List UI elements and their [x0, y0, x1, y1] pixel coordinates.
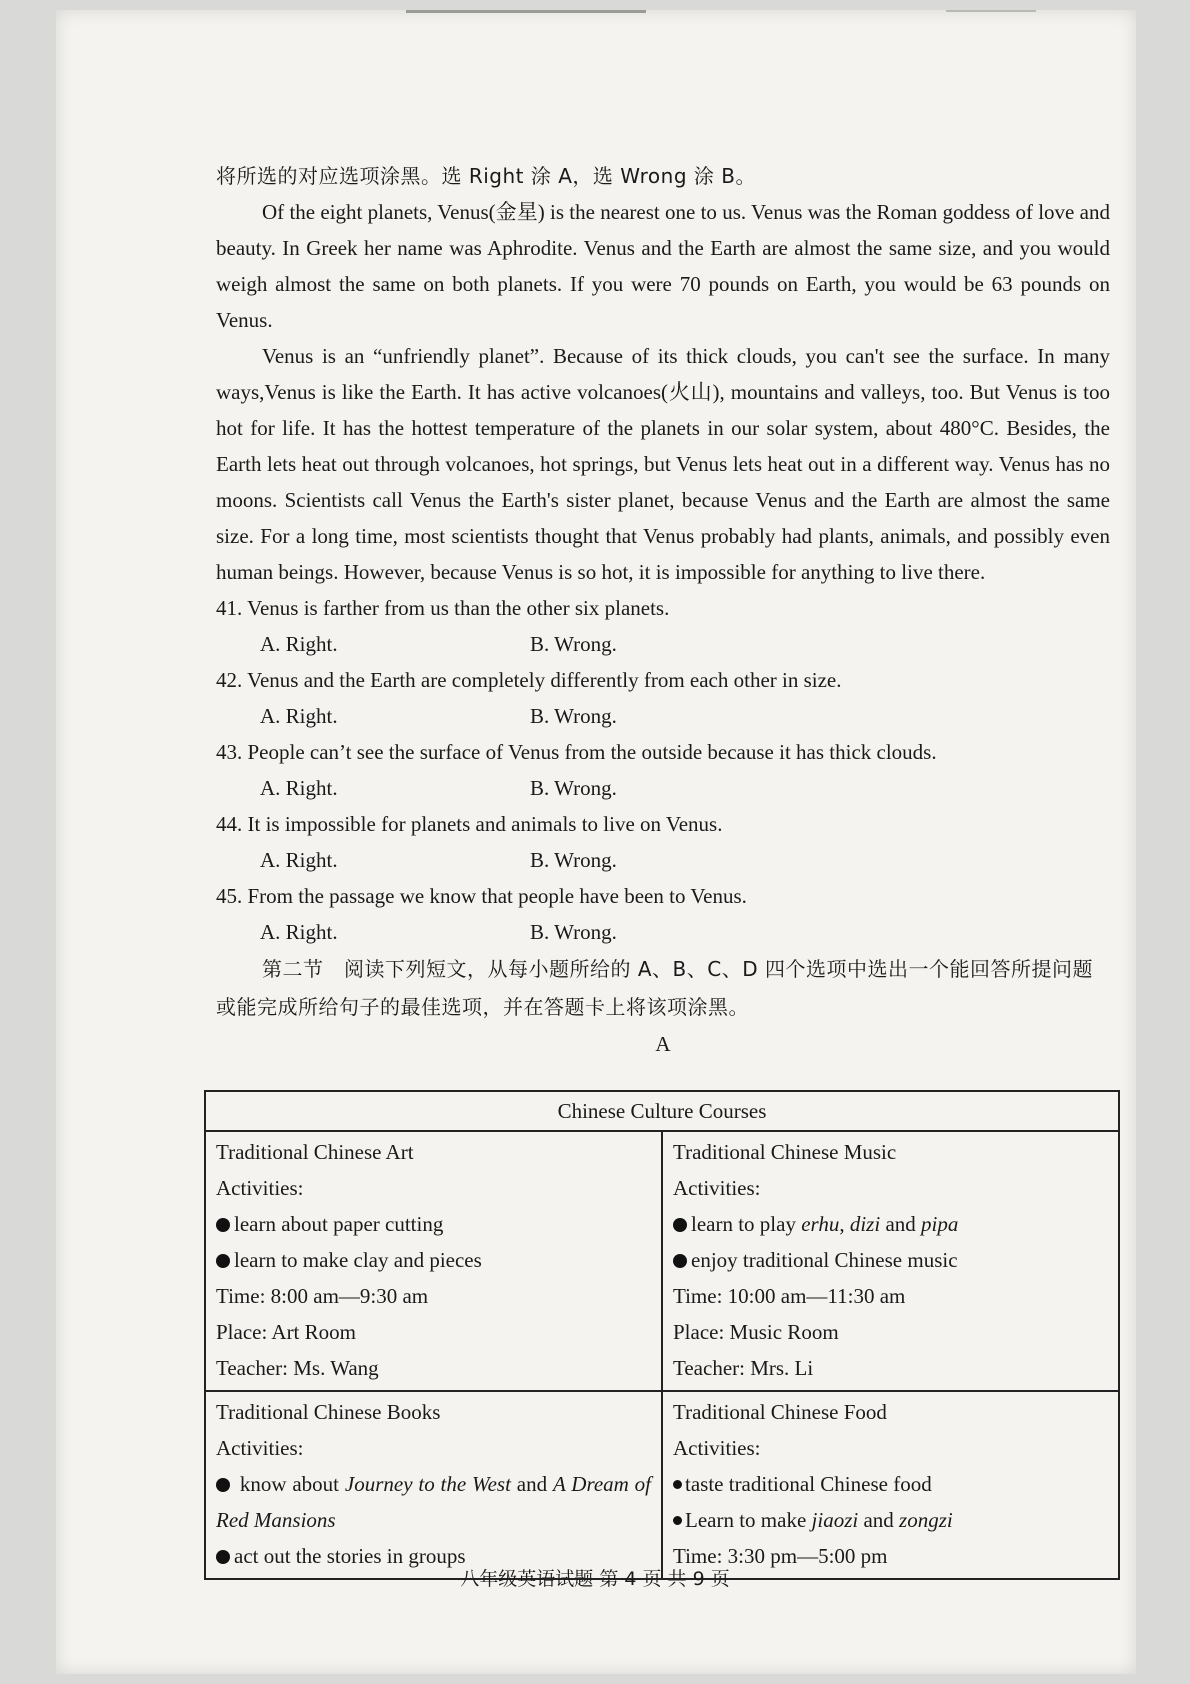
activity-item: act out the stories in groups — [216, 1538, 651, 1574]
option-b: B. Wrong. — [530, 776, 617, 800]
course-name: Traditional Chinese Food — [673, 1400, 887, 1424]
question-44 — [216, 806, 1110, 878]
activities-label: Activities: — [673, 1176, 761, 1200]
question-options — [216, 698, 1110, 734]
reading-section — [216, 158, 1110, 1058]
course-art-cell — [205, 1131, 662, 1391]
scan-edge-mark — [946, 10, 1036, 12]
passage-letter: A — [655, 1032, 671, 1056]
question-text: 41. Venus is farther from us than the other six planets. — [216, 596, 670, 620]
bullet-icon — [673, 1254, 687, 1268]
question-text: 42. Venus and the Earth are completely differently from each other in size. — [216, 668, 842, 692]
passage-paragraph-2: Venus is an “unfriendly planet”. Because of its thick clouds, you can't see the surface. In many ways,Venus is like the Earth. It has active volcanoes(火山), mountains and valleys, too. But Venus is too hot for life. It has the hottest temperature of the planets in our solar system, about 480°C. Besides, the Earth lets heat out through volcanoes, hot springs, but Venus lets heat out in a different way. Venus has no moons. Scientists call Venus the Earth's sister planet, because Venus and the Earth are almost the same size. For a long time, most scientists thought that Venus probably had plants, animals, and possibly even human beings. However, because Venus is so hot, it is impossible for anything to live there. — [216, 344, 1110, 584]
activities-label: Activities: — [216, 1436, 304, 1460]
bullet-icon — [216, 1478, 230, 1492]
activities-label: Activities: — [673, 1436, 761, 1460]
question-43 — [216, 734, 1110, 806]
option-b: B. Wrong. — [530, 920, 617, 944]
bullet-icon — [673, 1516, 682, 1525]
bullet-icon — [673, 1480, 682, 1489]
course-name: Traditional Chinese Books — [216, 1400, 441, 1424]
question-options — [216, 770, 1110, 806]
activity-item: taste traditional Chinese food — [673, 1466, 1108, 1502]
option-b: B. Wrong. — [530, 632, 617, 656]
course-music-cell — [662, 1131, 1119, 1391]
option-a: A. Right. — [260, 848, 338, 872]
course-time: Time: 8:00 am—9:30 am — [216, 1284, 429, 1308]
question-45 — [216, 878, 1110, 950]
activities-label: Activities: — [216, 1176, 304, 1200]
option-a: A. Right. — [260, 920, 338, 944]
activity-item: Learn to make jiaozi and zongzi — [673, 1502, 1108, 1538]
activity-item: know about Journey to the West and A Dream of Red Mansions — [216, 1472, 652, 1532]
activity-item: learn to play erhu, dizi and pipa — [673, 1206, 1108, 1242]
option-b: B. Wrong. — [530, 848, 617, 872]
option-a: A. Right. — [260, 704, 338, 728]
question-text: 43. People can’t see the surface of Venus from the outside because it has thick clouds. — [216, 740, 937, 764]
activity-item: enjoy traditional Chinese music — [673, 1242, 1108, 1278]
course-name: Traditional Chinese Art — [216, 1140, 414, 1164]
question-options — [216, 626, 1110, 662]
scan-edge-mark — [406, 10, 646, 13]
page-footer: 八年级英语试题 第 4 页 共 9 页 — [460, 1568, 730, 1590]
question-text: 45. From the passage we know that people have been to Venus. — [216, 884, 747, 908]
course-teacher: Teacher: Ms. Wang — [216, 1356, 379, 1380]
question-options — [216, 842, 1110, 878]
courses-table — [204, 1090, 1120, 1580]
course-time: Time: 3:30 pm—5:00 pm — [673, 1544, 888, 1568]
course-place: Place: Music Room — [673, 1320, 839, 1344]
course-name: Traditional Chinese Music — [673, 1140, 897, 1164]
bullet-icon — [673, 1218, 687, 1232]
course-food-cell — [662, 1391, 1119, 1579]
course-place: Place: Art Room — [216, 1320, 356, 1344]
bullet-icon — [216, 1550, 230, 1564]
passage-paragraph-1: Of the eight planets, Venus(金星) is the nearest one to us. Venus was the Roman goddess of love and beauty. In Greek her name was Aphrodite. Venus and the Earth are almost the same size, and you would weigh almost the same on both planets. If you were 70 pounds on Earth, you would be 63 pounds on Venus. — [216, 200, 1110, 332]
option-a: A. Right. — [260, 776, 338, 800]
question-text: 44. It is impossible for planets and animals to live on Venus. — [216, 812, 723, 836]
activity-item: learn about paper cutting — [216, 1206, 651, 1242]
activity-item: learn to make clay and pieces — [216, 1242, 651, 1278]
option-b: B. Wrong. — [530, 704, 617, 728]
section-2-instruction: 第二节 阅读下列短文，从每小题所给的 A、B、C、D 四个选项中选出一个能回答所提问题或能完成所给句子的最佳选项，并在答题卡上将该项涂黑。 — [216, 957, 1093, 1019]
option-a: A. Right. — [260, 632, 338, 656]
course-books-cell — [205, 1391, 662, 1579]
course-teacher: Teacher: Mrs. Li — [673, 1356, 814, 1380]
bullet-icon — [216, 1254, 230, 1268]
question-options — [216, 914, 1110, 950]
question-41 — [216, 590, 1110, 662]
course-time: Time: 10:00 am—11:30 am — [673, 1284, 906, 1308]
question-42 — [216, 662, 1110, 734]
table-title: Chinese Culture Courses — [205, 1091, 1119, 1131]
bullet-icon — [216, 1218, 230, 1232]
instruction-text: 将所选的对应选项涂黑。选 Right 涂 A，选 Wrong 涂 B。 — [216, 164, 756, 188]
